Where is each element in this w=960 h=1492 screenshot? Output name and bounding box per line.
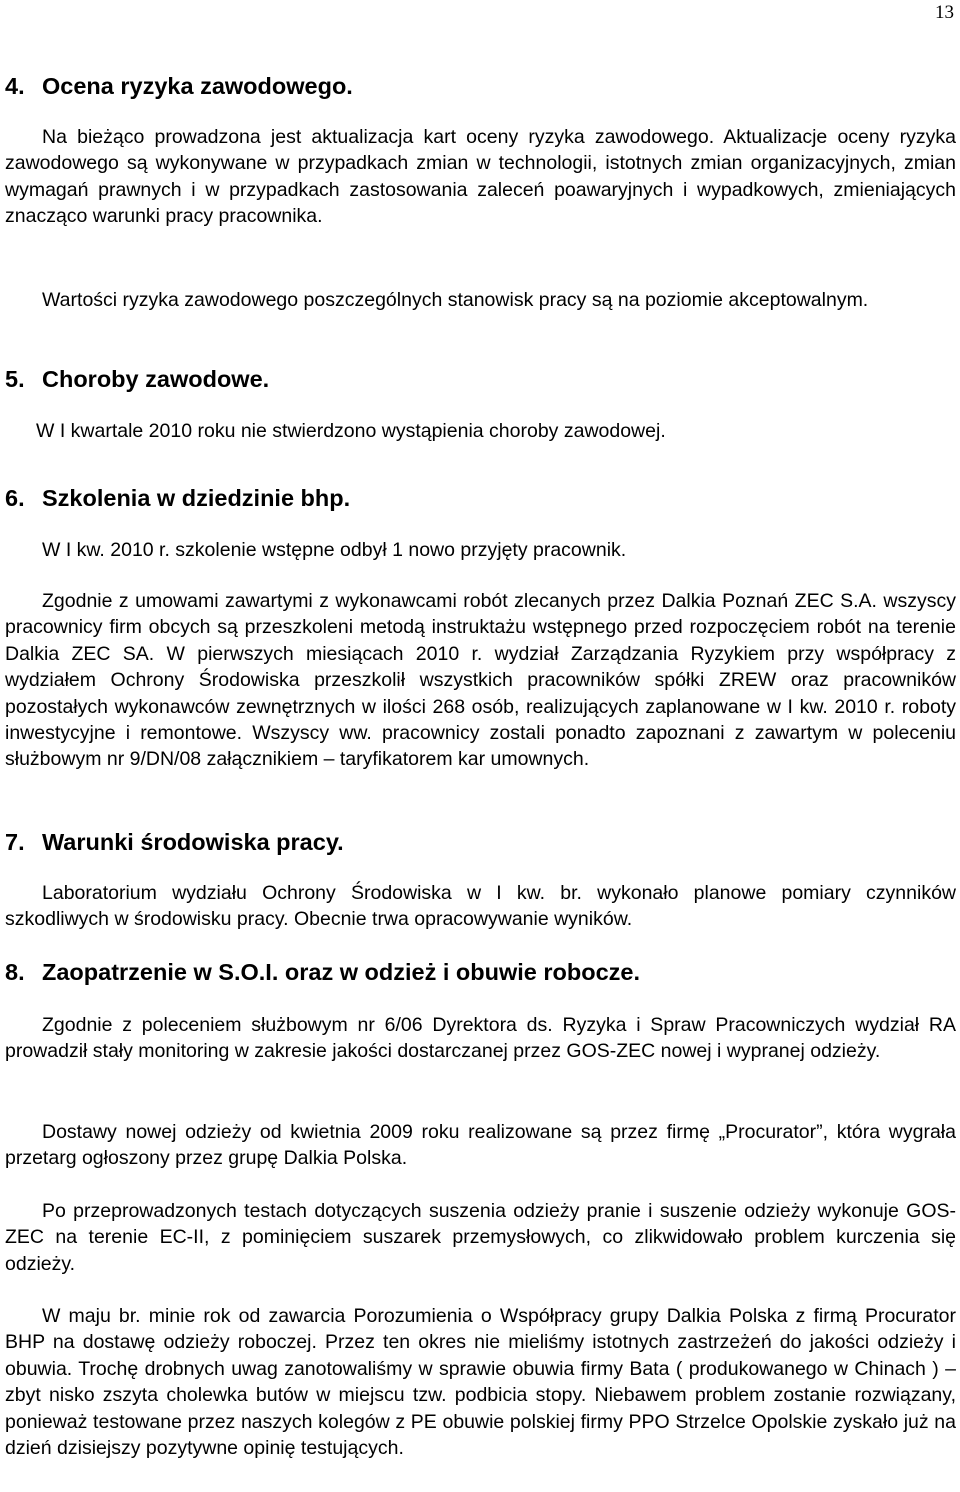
section-8-title: Zaopatrzenie w S.O.I. oraz w odzież i obuwie robocze. [42, 959, 641, 985]
section-7-paragraph-1: Laboratorium wydziału Ochrony Środowiska w I kw. br. wykonało planowe pomiary czynników szkodliwych w środowisku pracy. Obecnie trwa opracowywanie wyników. [5, 882, 956, 931]
section-6-paragraph-2: Zgodnie z umowami zawartymi z wykonawcami robót zlecanych przez Dalkia Poznań ZEC S.A. wszyscy pracownicy firm obcych są przeszkoleni metodą instruktażu wstępnego przed rozpoczęciem robót na terenie Dalkia ZEC SA. W pierwszych miesiącach 2010 r. wydział Zarządzania Ryzykiem przy współpracy z wydziałem Ochrony Środowiska przeszkolił wszystkich pracowników spółki ZREW oraz pracowników pozostałych wykonawców zewnętrznych w ilości 268 osób, realizujących zaplanowane w I kw. 2010 r. roboty inwestycyjne i remontowe. Wszyscy ww. pracownicy zostali ponadto zapoznani z zawartym w poleceniu służbowym nr 9/DN/08 załącznikiem – taryfikatorem kar umownych. [5, 590, 956, 771]
section-7-heading [5, 829, 344, 856]
section-5-title: Choroby zawodowe. [42, 366, 270, 392]
section-4-paragraph-1: Na bieżąco prowadzona jest aktualizacja kart oceny ryzyka zawodowego. Aktualizacje oceny ryzyka zawodowego są wykonywane w przypadkach zmian w technologii, istotnych zmian organizacyjnych, zmian wymagań prawnych i w przypadkach zastosowania zaleceń poawaryjnych i wypadkowych, zmieniających znacząco warunki pracy pracownika. [5, 126, 956, 228]
section-6-number: 6. [5, 485, 25, 511]
section-8-paragraph-4: W maju br. minie rok od zawarcia Porozumienia o Współpracy grupy Dalkia Polska z firmą Procurator BHP na dostawę odzieży roboczej. Przez ten okres nie mieliśmy istotnych zastrzeżeń do jakości odzieży i obuwia. Trochę drobnych uwag zanotowaliśmy w sprawie obuwia firmy Bata ( produkowanego w Chinach ) – zbyt nisko zszyta cholewka butów w miejscu tzw. podbicia stopy. Niebawem problem zostanie rozwiązany, ponieważ testowane przez naszych kolegów z PE obuwie polskiej firmy PPO Strzelce Opolskie zyskało już na dzień dzisiejszy pozytywne opinię testujących. [5, 1305, 956, 1460]
section-6-heading [5, 485, 350, 512]
page-number: 13 [935, 2, 954, 23]
section-5-number: 5. [5, 366, 25, 392]
section-4-number: 4. [5, 73, 25, 99]
section-5-heading [5, 366, 269, 393]
section-4-heading [5, 73, 353, 100]
section-4-title: Ocena ryzyka zawodowego. [42, 73, 353, 99]
section-6-paragraph-1: W I kw. 2010 r. szkolenie wstępne odbył 1 nowo przyjęty pracownik. [42, 539, 627, 561]
section-6-title: Szkolenia w dziedzinie bhp. [42, 485, 351, 511]
section-8-number: 8. [5, 959, 25, 985]
section-8-paragraph-1: Zgodnie z poleceniem służbowym nr 6/06 Dyrektora ds. Ryzyka i Spraw Pracowniczych wydział RA prowadził stały monitoring w zakresie jakości dostarczanej przez GOS-ZEC nowej i wypranej odzieży. [5, 1014, 956, 1063]
section-8-heading [5, 959, 640, 986]
section-5-paragraph-1: W I kwartale 2010 roku nie stwierdzono wystąpienia choroby zawodowej. [36, 420, 666, 442]
section-8-paragraph-2: Dostawy nowej odzieży od kwietnia 2009 roku realizowane są przez firmę „Procurator”, która wygrała przetarg ogłoszony przez grupę Dalkia Polska. [5, 1121, 956, 1170]
section-4-paragraph-2: Wartości ryzyka zawodowego poszczególnych stanowisk pracy są na poziomie akceptowalnym. [42, 289, 869, 311]
section-7-title: Warunki środowiska pracy. [42, 829, 344, 855]
section-7-number: 7. [5, 829, 25, 855]
section-8-paragraph-3: Po przeprowadzonych testach dotyczących suszenia odzieży pranie i suszenie odzieży wykonuje GOS-ZEC na terenie EC-II, z pominięciem suszarek przemysłowych, co zlikwidowało problem kurczenia się odzieży. [5, 1200, 956, 1275]
